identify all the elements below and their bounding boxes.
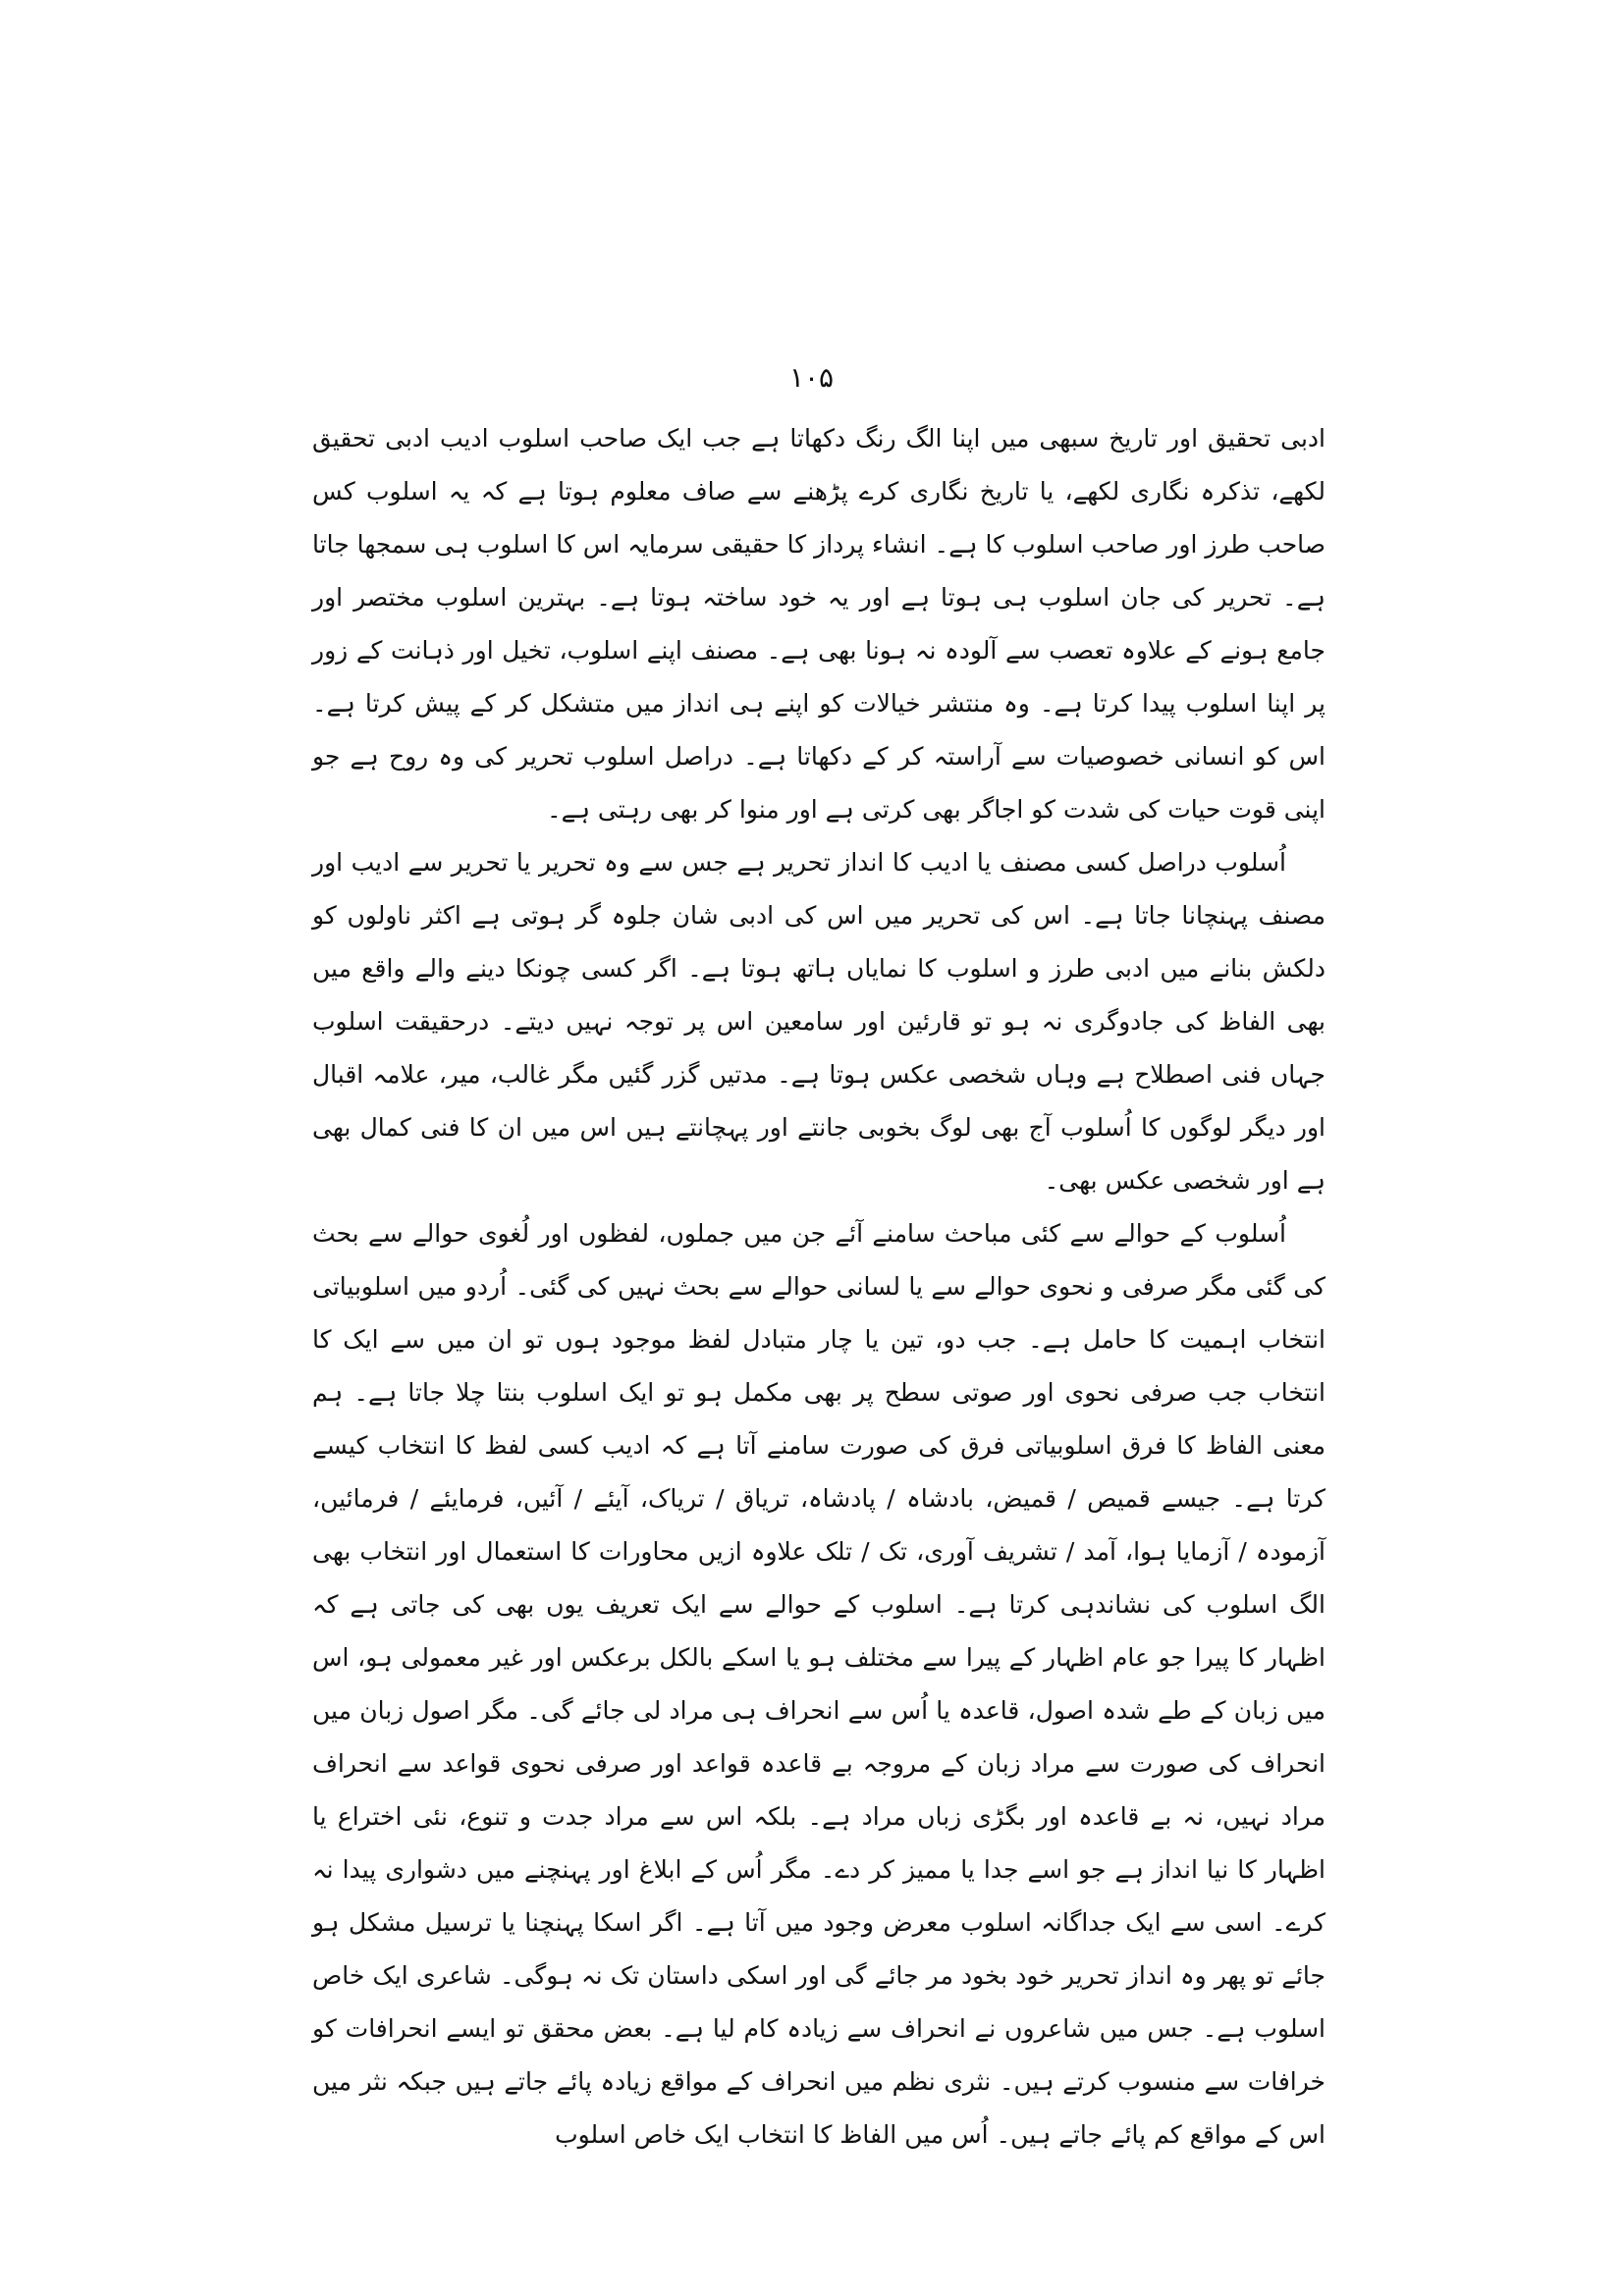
paragraph: ادبی تحقیق اور تاریخ سبھی میں اپنا الگ رنگ دکھاتا ہے جب ایک صاحب اسلوب ادیب ادبی تحقیق لکھے، تذکرہ نگاری لکھے، یا تاریخ نگاری کرے پڑھنے سے صاف معلوم ہوتا ہے کہ یہ اسلوب کس صاحب طرز اور صاحب اسلوب کا ہے۔ انشاء پرداز کا حقیقی سرمایہ اس کا اسلوب ہی سمجھا جاتا ہے۔ تحریر کی جان اسلوب ہی ہوتا ہے اور یہ خود ساختہ ہوتا ہے۔ بہترین اسلوب مختصر اور جامع ہونے کے علاوہ تعصب سے آلودہ نہ ہونا بھی ہے۔ مصنف اپنے اسلوب، تخیل اور ذہانت کے زور پر اپنا اسلوب پیدا کرتا ہے۔ وہ منتشر خیالات کو اپنے ہی انداز میں متشکل کر کے پیش کرتا ہے۔ اس کو انسانی خصوصیات سے آراستہ کر کے دکھاتا ہے۔ دراصل اسلوب تحریر کی وہ روح ہے جو اپنی قوت حیات کی شدت کو اجاگر بھی کرتی ہے اور منوا کر بھی رہتی ہے۔ [312, 424, 1325, 824]
body-text [312, 412, 1325, 2162]
paragraph: اُسلوب کے حوالے سے کئی مباحث سامنے آئے جن میں جملوں، لفظوں اور لُغوی حوالے سے بحث کی گئی مگر صرفی و نحوی حوالے سے یا لسانی حوالے سے بحث نہیں کی گئی۔ اُردو میں اسلوبیاتی انتخاب اہمیت کا حامل ہے۔ جب دو، تین یا چار متبادل لفظ موجود ہوں تو ان میں سے ایک کا انتخاب جب صرفی نحوی اور صوتی سطح پر بھی مکمل ہو تو ایک اسلوب بنتا چلا جاتا ہے۔ ہم معنی الفاظ کا فرق اسلوبیاتی فرق کی صورت سامنے آتا ہے کہ ادیب کسی لفظ کا انتخاب کیسے کرتا ہے۔ جیسے قمیص / قمیض، بادشاہ / پادشاہ، تریاق / تریاک، آیئے / آئیں، فرمایئے / فرمائیں، آزمودہ / آزمایا ہوا، آمد / تشریف آوری، تک / تلک علاوہ ازیں محاورات کا استعمال اور انتخاب بھی الگ اسلوب کی نشاندہی کرتا ہے۔ اسلوب کے حوالے سے ایک تعریف یوں بھی کی جاتی ہے کہ اظہار کا پیرا جو عام اظہار کے پیرا سے مختلف ہو یا اسکے بالکل برعکس اور غیر معمولی ہو، اس میں زبان کے طے شدہ اصول، قاعدہ یا اُس سے انحراف ہی مراد لی جائے گی۔ مگر اصول زبان میں انحراف کی صورت سے مراد زبان کے مروجہ بے قاعدہ قواعد اور صرفی نحوی قواعد سے انحراف مراد نہیں، نہ بے قاعدہ اور بگڑی زباں مراد ہے۔ بلکہ اس سے مراد جدت و تنوع، نئی اختراع یا اظہار کا نیا انداز ہے جو اسے جدا یا ممیز کر دے۔ مگر اُس کے ابلاغ اور پہنچنے میں دشواری پیدا نہ کرے۔ اسی سے ایک جداگانہ اسلوب معرض وجود میں آتا ہے۔ اگر اسکا پہنچنا یا ترسیل مشکل ہو جائے تو پھر وہ انداز تحریر خود بخود مر جائے گی اور اسکی داستان تک نہ ہوگی۔ شاعری ایک خاص اسلوب ہے۔ جس میں شاعروں نے انحراف سے زیادہ کام لیا ہے۔ بعض محقق تو ایسے انحرافات کو خرافات سے منسوب کرتے ہیں۔ نثری نظم میں انحراف کے مواقع زیادہ پائے جاتے ہیں جبکہ نثر میں اس کے مواقع کم پائے جاتے ہیں۔ اُس میں الفاظ کا انتخاب ایک خاص اسلوب [312, 1219, 1325, 2149]
page-number: ۱۰۵ [788, 361, 835, 394]
paragraph: اُسلوب دراصل کسی مصنف یا ادیب کا انداز تحریر ہے جس سے وہ تحریر یا تحریر سے ادیب اور مصنف پہنچانا جاتا ہے۔ اس کی تحریر میں اس کی ادبی شان جلوہ گر ہوتی ہے اکثر ناولوں کو دلکش بنانے میں ادبی طرز و اسلوب کا نمایاں ہاتھ ہوتا ہے۔ اگر کسی چونکا دینے والے واقع میں بھی الفاظ کی جادوگری نہ ہو تو قارئین اور سامعین اس پر توجہ نہیں دیتے۔ درحقیقت اسلوب جہاں فنی اصطلاح ہے وہاں شخصی عکس ہوتا ہے۔ مدتیں گزر گئیں مگر غالب، میر، علامہ اقبال اور دیگر لوگوں کا اُسلوب آج بھی لوگ بخوبی جانتے اور پہچانتے ہیں اس میں ان کا فنی کمال بھی ہے اور شخصی عکس بھی۔ [312, 848, 1325, 1195]
